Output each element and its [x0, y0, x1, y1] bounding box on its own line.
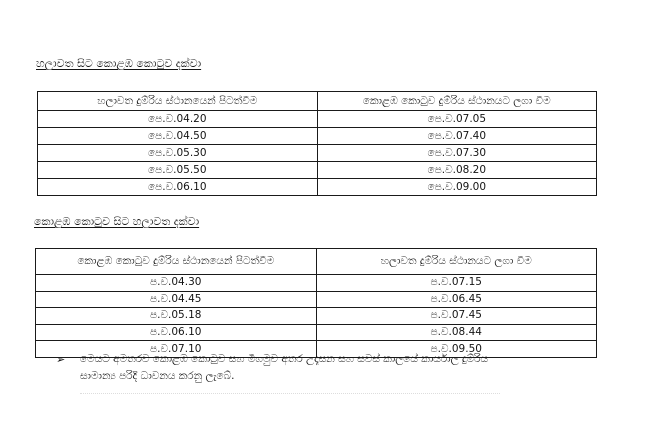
table-row — [36, 308, 597, 325]
colombo-to-halawatha-table — [35, 248, 597, 358]
additional-service-note — [56, 351, 616, 385]
halawatha-to-colombo-table — [37, 91, 597, 196]
table-row — [38, 145, 597, 162]
note-text — [80, 351, 616, 385]
arrival-time: ප.ව.06.45 — [316, 291, 597, 308]
column-header: කොළඹ කොටුව දුම්රිය ස්ථානයට ලගා වීම — [317, 92, 597, 111]
column-header: කොළඹ කොටුව දුම්රිය ස්ථානයෙන් පිටත්වීම — [36, 249, 317, 275]
table-row — [36, 324, 597, 341]
section1-heading: හලාවත සිට කොළඹ කොටුව දක්වා — [36, 57, 202, 70]
table-row — [36, 291, 597, 308]
departure-time: පෙ.ව.04.20 — [38, 111, 318, 128]
departure-time: ප.ව.06.10 — [36, 324, 317, 341]
table-row — [36, 275, 597, 292]
arrival-time: පෙ.ව.07.30 — [317, 145, 597, 162]
table-row — [38, 128, 597, 145]
departure-time: ප.ව.04.30 — [36, 275, 317, 292]
arrival-time: පෙ.ව.07.05 — [317, 111, 597, 128]
departure-time: ප.ව.05.18 — [36, 308, 317, 325]
note-line: මෙයට අමතරව කොළඹ කොටුව සහ මීගමුව අතර උදෑසන සහ සවස් කාලයේ කාර්යාල දුම්රිය — [80, 353, 489, 365]
section2-heading: කොළඹ කොටුව සිට හලාවත දක්වා — [34, 215, 200, 228]
column-header: හලාවත දුම්රිය ස්ථානයට ලගා වීම — [316, 249, 597, 275]
departure-time: ප.ව.04.45 — [36, 291, 317, 308]
departure-time: පෙ.ව.04.50 — [38, 128, 318, 145]
arrival-time: පෙ.ව.07.40 — [317, 128, 597, 145]
arrival-time: පෙ.ව.09.00 — [317, 179, 597, 196]
departure-time: පෙ.ව.05.30 — [38, 145, 318, 162]
arrow-bullet-icon: ➢ — [56, 353, 66, 366]
departure-time: පෙ.ව.06.10 — [38, 179, 318, 196]
departure-time: පෙ.ව.05.50 — [38, 162, 318, 179]
departure-time: ප.ව.07.10 — [36, 341, 317, 358]
arrival-time: ප.ව.08.44 — [316, 324, 597, 341]
arrival-time: ප.ව.07.45 — [316, 308, 597, 325]
column-header: හලාවත දුම්රිය ස්ථානයෙන් පිටත්වීම — [38, 92, 318, 111]
table-row — [38, 111, 597, 128]
table-row — [38, 162, 597, 179]
note-line: සාමාන්‍ය පරිදි ධාවනය කරනු ලැබේ. — [80, 370, 235, 382]
arrival-time: පෙ.ව.08.20 — [317, 162, 597, 179]
table-row — [38, 179, 597, 196]
table-header-row — [38, 92, 597, 111]
table-header-row — [36, 249, 597, 275]
arrival-time: ප.ව.07.15 — [316, 275, 597, 292]
cropped-text-remnant — [80, 393, 500, 400]
arrival-time: ප.ව.09.50 — [316, 341, 597, 358]
